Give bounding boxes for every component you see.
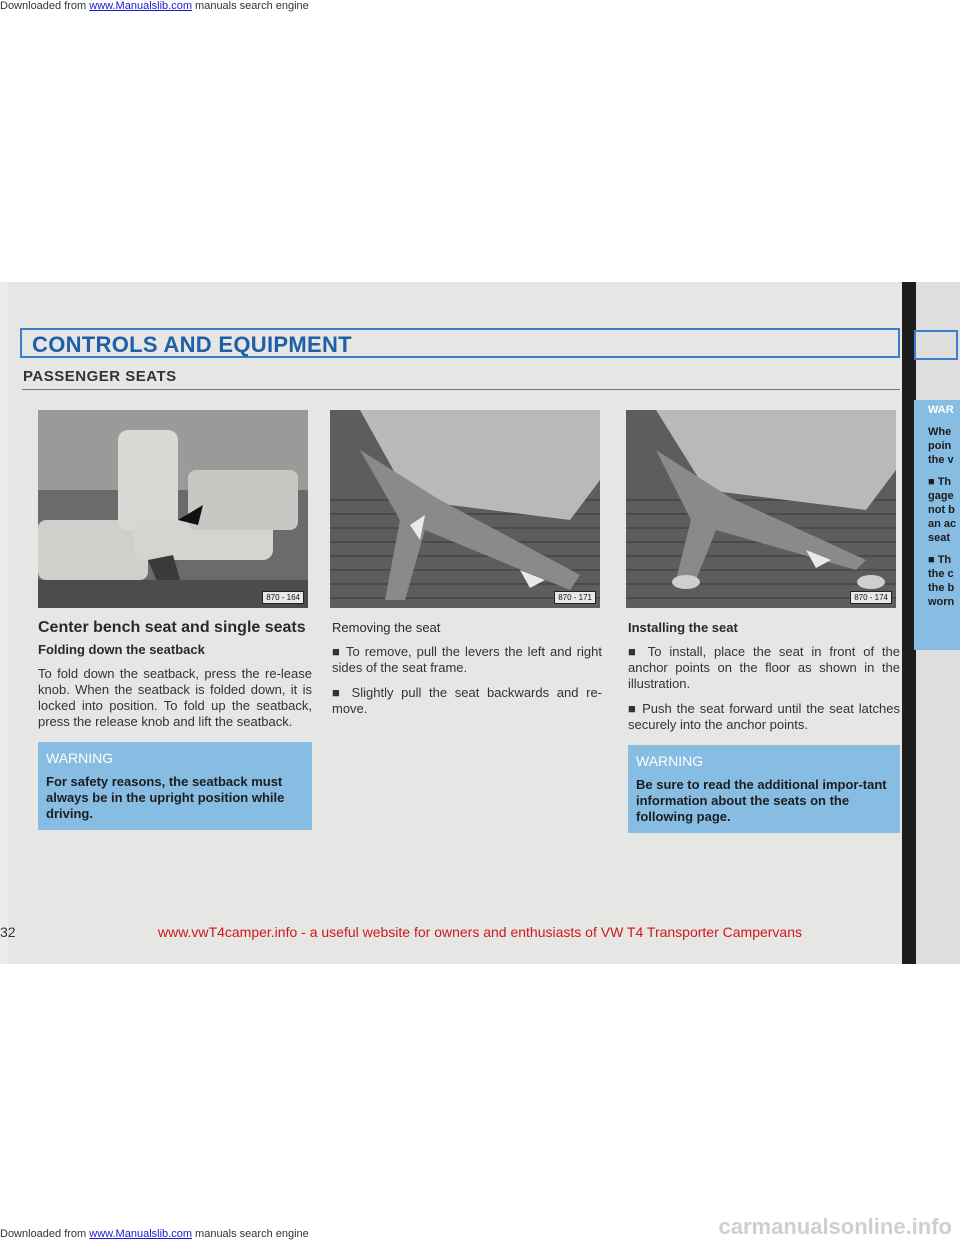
next-page-text: the v <box>928 454 954 466</box>
seat-removal-illustration <box>330 410 600 608</box>
bullet-remove-1: ■ To remove, pull the levers the left and right sides of the seat frame. <box>332 644 602 675</box>
figure-code: 870 - 174 <box>850 591 892 604</box>
seat-interior-photo <box>38 410 308 608</box>
seat-removal-photo <box>330 410 600 608</box>
bullet-install-1: ■ To install, place the seat in front of the anchor points on the floor as shown in the illustration. <box>628 644 900 691</box>
next-page-text: seat <box>928 532 951 544</box>
next-page-text: the c <box>928 568 954 580</box>
figure-code: 870 - 171 <box>554 591 596 604</box>
download-prefix: Downloaded from <box>0 1228 90 1240</box>
page-edge <box>0 282 8 964</box>
next-page-warning <box>914 400 960 650</box>
warning-title: WARNING <box>636 753 704 769</box>
divider <box>22 389 900 390</box>
section-header-box <box>20 328 900 358</box>
warning-box <box>38 742 312 830</box>
footer-website: www.vwT4camper.info - a useful website for owners and enthusiasts of VW T4 Transporter Campervans <box>157 924 803 940</box>
download-note-bottom <box>0 1228 309 1240</box>
download-suffix: manuals search engine <box>191 1228 309 1240</box>
warning-text: Be sure to read the additional impor-tant information about the seats on the following page. <box>636 777 887 824</box>
heading-installing-seat: Installing the seat <box>628 620 738 635</box>
seat-install-photo <box>626 410 896 608</box>
page-number: 32 <box>0 924 16 940</box>
paragraph-folding: To fold down the seatback, press the re-lease knob. When the seatback is folded down, it is locked into position. To fold up the seatback, press the release knob and lift the seatback. <box>38 666 312 729</box>
next-page-text: ■ Th <box>928 476 952 488</box>
bullet-install-2: ■ Push the seat forward until the seat latches securely into the anchor points. <box>628 701 900 732</box>
column-installing-seat <box>628 620 900 833</box>
manual-page <box>0 282 960 964</box>
section-header-title: CONTROLS AND EQUIPMENT <box>32 332 352 357</box>
watermark-brand: carmanualsonline.info <box>718 1214 952 1239</box>
next-page-text: poin <box>928 440 952 452</box>
next-page-text: the b <box>928 582 955 594</box>
figure-code: 870 - 164 <box>262 591 304 604</box>
column-removing-seat <box>332 620 602 726</box>
next-page-text: Whe <box>928 426 952 438</box>
download-note-top <box>0 0 309 12</box>
next-page-header-box <box>914 330 958 360</box>
heading-folding-seatback: Folding down the seatback <box>38 642 205 657</box>
column-center-bench <box>38 620 312 830</box>
manualslib-link[interactable]: www.Manualslib.com <box>89 1228 192 1240</box>
next-page <box>916 282 960 964</box>
warning-title: WARNING <box>46 750 114 766</box>
seat-interior-illustration <box>38 410 308 608</box>
warning-text: For safety reasons, the seatback must always be in the upright position while driving. <box>46 774 285 821</box>
next-page-text: not b <box>928 504 955 516</box>
next-page-text: worn <box>928 596 955 608</box>
download-suffix: manuals search engine <box>191 0 309 12</box>
warning-box <box>628 745 900 833</box>
download-prefix: Downloaded from <box>0 0 90 12</box>
next-page-text: an ac <box>928 518 957 530</box>
heading-center-bench: Center bench seat and single seats <box>38 619 306 636</box>
manualslib-link[interactable]: www.Manualslib.com <box>89 0 192 12</box>
page-subtitle: PASSENGER SEATS <box>23 368 177 385</box>
seat-install-illustration <box>626 410 896 608</box>
bullet-remove-2: ■ Slightly pull the seat backwards and re-move. <box>332 685 602 716</box>
next-page-text: WAR <box>928 404 954 416</box>
next-page-text: ■ Th <box>928 554 952 566</box>
next-page-strip <box>902 282 960 964</box>
next-page-text: gage <box>928 490 954 502</box>
heading-removing-seat: Removing the seat <box>332 620 441 635</box>
